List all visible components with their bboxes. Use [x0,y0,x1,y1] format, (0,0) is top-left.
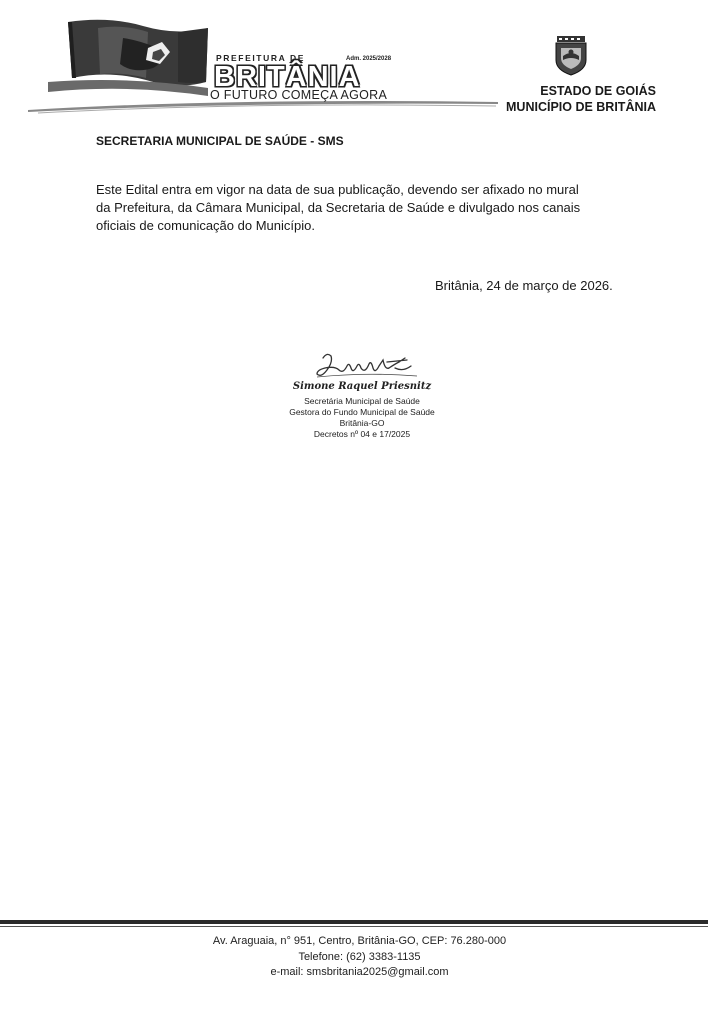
municipio-line: MUNICÍPIO DE BRITÂNIA [506,100,656,114]
signature-block [262,350,462,450]
city-name-logo: BRITÂNIA [214,61,361,93]
prefeitura-label: PREFEITURA DE [216,53,305,63]
coat-of-arms-icon [553,36,589,76]
signatory-city: Britânia-GO [339,418,385,428]
footer-address: Av. Araguaia, n° 951, Centro, Britânia-GO, CEP: 76.280-000 [212,935,507,947]
signatory-role: Secretária Municipal de Saúde [304,396,420,406]
estado-line: ESTADO DE GOIÁS [540,84,656,98]
signatory-name: Simone Raquel Priesnitz [292,381,432,392]
adm-label: Adm. 2025/2028 [346,56,392,62]
footer-phone: Telefone: (62) 3383-1135 [298,950,421,963]
slogan: O FUTURO COMEÇA AGORA [210,88,388,102]
footer-email: e-mail: smsbritania2025@gmail.com [270,966,449,978]
paragraph-line: Este Edital entra em vigor na data de sua publicação, devendo ser afixado no mural [96,182,579,197]
footer-divider-thin [0,926,708,927]
date-line: Britânia, 24 de março de 2026. [435,278,613,293]
secretaria-heading: SECRETARIA MUNICIPAL DE SAÚDE - SMS [96,134,344,148]
signatory-decrees: Decretos nº 04 e 17/2025 [313,429,411,439]
footer-divider [0,920,708,924]
estado-block [506,83,656,115]
handwritten-signature-icon [287,350,437,382]
edital-paragraph [96,181,636,235]
paragraph-line: oficiais de comunicação do Município. [96,218,315,233]
prefeitura-logo [28,18,498,114]
footer [0,934,719,981]
signatory-fund-role: Gestora do Fundo Municipal de Saúde [289,407,435,417]
signatory-details [262,396,462,440]
paragraph-line: da Prefeitura, da Câmara Municipal, da Secretaria de Saúde e divulgado nos canais [96,200,581,215]
